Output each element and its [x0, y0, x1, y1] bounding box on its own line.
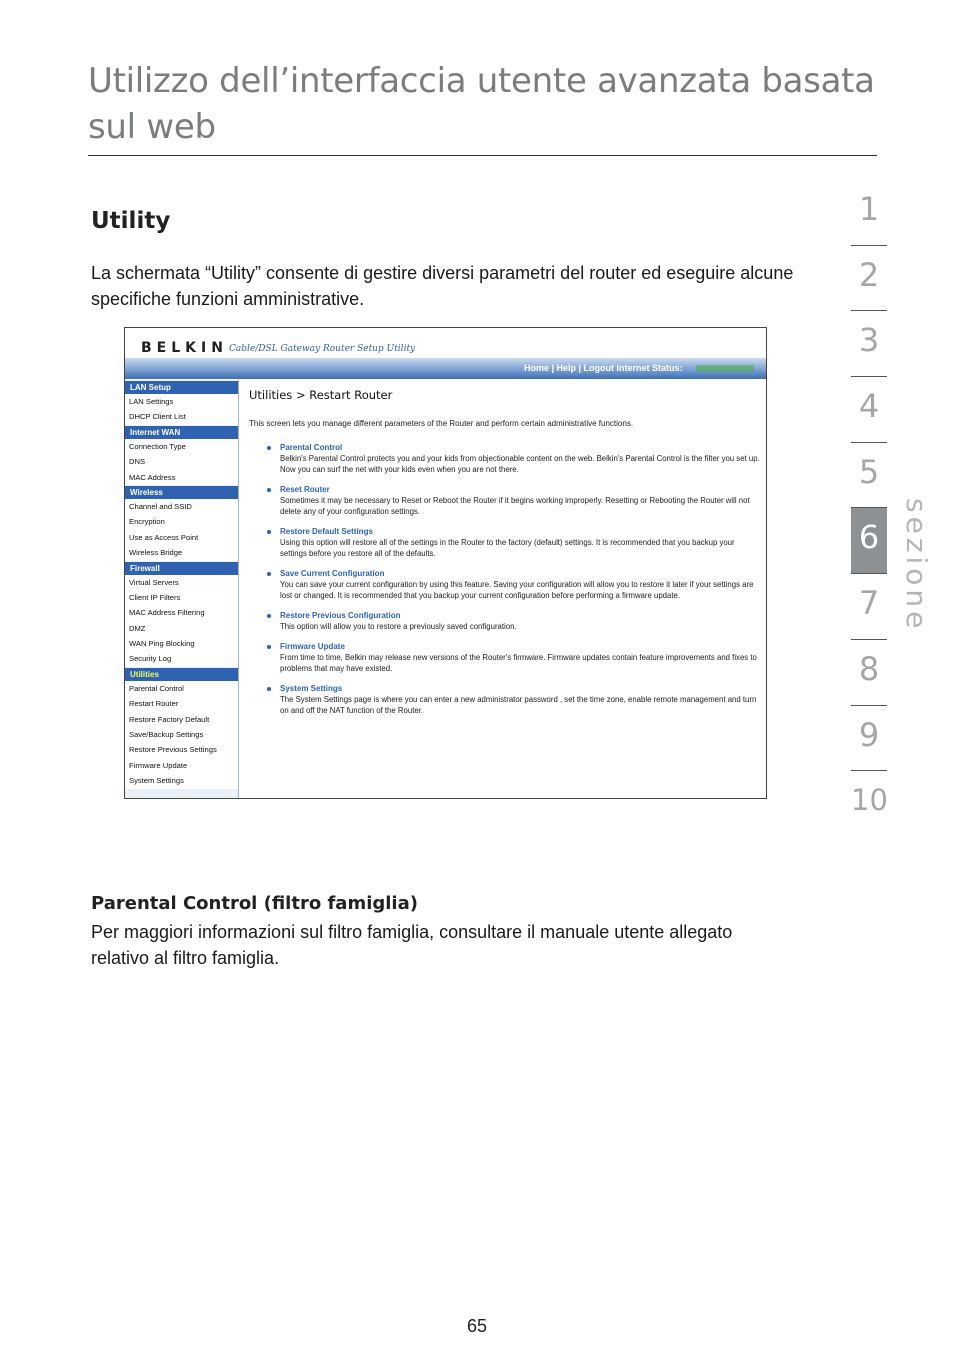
bullet-icon: [267, 645, 271, 649]
option-desc: The System Settings page is where you can enter a new administrator password , set the time zone, enable remote management and turn on and off the NAT function of the Router.: [280, 695, 757, 715]
screenshot-main-desc: This screen lets you manage different parameters of the Router and perform certain administrative functions.: [249, 419, 634, 428]
sidebar-item: Channel and SSID: [125, 499, 238, 514]
section-7[interactable]: 7: [851, 574, 887, 640]
option-title: Save Current Configuration: [280, 569, 385, 578]
option-desc: This option will allow you to restore a previously saved configuration.: [280, 622, 517, 631]
screenshot-top-nav: Home | Help | Logout Internet Status:: [524, 363, 683, 373]
sidebar-item: Encryption: [125, 514, 238, 529]
sidebar-item: Connection Type: [125, 439, 238, 454]
option-item: [249, 569, 761, 601]
sidebar-item: MAC Address Filtering: [125, 605, 238, 620]
sidebar-item: Restart Router: [125, 696, 238, 711]
section-3[interactable]: 3: [851, 311, 887, 377]
sidebar-item: Wireless Bridge: [125, 545, 238, 560]
bullet-icon: [267, 614, 271, 618]
option-desc: You can save your current configuration by using this feature. Saving your configuration will allow you to restore it later if your settings are lost or changed. It is recommended that you backup your current configuration before performing a firmware update.: [280, 580, 754, 600]
screenshot-subtitle: Cable/DSL Gateway Router Setup Utility: [229, 344, 416, 354]
sidebar-item: DMZ: [125, 621, 238, 636]
section-4[interactable]: 4: [851, 377, 887, 443]
sezione-label: sezione: [900, 498, 933, 633]
title-divider: [88, 155, 877, 156]
section-5[interactable]: 5: [851, 443, 887, 509]
sidebar-item: Save/Backup Settings: [125, 727, 238, 742]
router-screenshot: [124, 327, 767, 799]
bullet-icon: [267, 530, 271, 534]
sidebar-item: DHCP Client List: [125, 409, 238, 424]
sidebar-item: Restore Factory Default: [125, 712, 238, 727]
option-title: Parental Control: [280, 443, 343, 452]
option-item: [249, 611, 761, 632]
utility-intro: La schermata “Utility” consente di gestire diversi parametri del router ed eseguire alcune specifiche funzioni amministrative.: [91, 263, 794, 309]
option-desc: Sometimes it may be necessary to Reset or Reboot the Router if it begins working improperly. Resetting or Rebooting the Router will not delete any of your configuration settings.: [280, 496, 750, 516]
sidebar-group-wireless: Wireless: [125, 486, 238, 499]
sidebar-group-lan: LAN Setup: [125, 381, 238, 394]
sidebar-item: Client IP Filters: [125, 590, 238, 605]
option-item: [249, 684, 761, 716]
internet-status-indicator: [696, 365, 754, 372]
parental-control-heading: Parental Control (filtro famiglia): [91, 893, 418, 914]
screenshot-sidebar: [125, 380, 239, 798]
section-9[interactable]: 9: [851, 706, 887, 772]
sidebar-group-utilities: Utilities: [125, 668, 238, 681]
section-1[interactable]: 1: [851, 180, 887, 246]
section-nav: [851, 180, 887, 837]
bullet-icon: [267, 488, 271, 492]
sidebar-item: System Settings: [125, 773, 238, 788]
option-item: [249, 527, 761, 559]
belkin-logo: BELKIN: [141, 340, 228, 356]
section-8[interactable]: 8: [851, 640, 887, 706]
option-title: System Settings: [280, 684, 343, 693]
option-desc: Using this option will restore all of the settings in the Router to the factory (default) settings. It is recommended that you backup your settings before you restore all of the defaults.: [280, 538, 735, 558]
option-desc: From time to time, Belkin may release new versions of the Router's firmware. Firmware updates contain feature improvements and fixes to problems that may have existed.: [280, 653, 757, 673]
option-title: Restore Default Settings: [280, 527, 373, 536]
option-item: [249, 642, 761, 674]
sidebar-item: WAN Ping Blocking: [125, 636, 238, 651]
sidebar-item: LAN Settings: [125, 394, 238, 409]
option-title: Reset Router: [280, 485, 330, 494]
parental-control-text: Per maggiori informazioni sul filtro famiglia, consultare il manuale utente allegato relativo al filtro famiglia.: [91, 922, 733, 968]
page-title: Utilizzo dell’interfaccia utente avanzata basata sul web: [88, 61, 875, 147]
option-desc: Belkin's Parental Control protects you and your kids from objectionable content on the web. Belkin's Parental Control is the filter you set up. Now you can surf the net with your kids even when you are not there.: [280, 454, 760, 474]
option-item: [249, 443, 761, 475]
screenshot-main: [249, 388, 761, 726]
sidebar-item: Security Log: [125, 651, 238, 666]
sidebar-item: Use as Access Point: [125, 530, 238, 545]
sidebar-item: DNS: [125, 454, 238, 469]
sidebar-item: Virtual Servers: [125, 575, 238, 590]
page-number: 65: [466, 1316, 488, 1336]
option-title: Restore Previous Configuration: [280, 611, 401, 620]
section-10[interactable]: 10: [851, 783, 888, 818]
section-6-active[interactable]: 6: [851, 508, 887, 574]
sidebar-item: Restore Previous Settings: [125, 742, 238, 757]
screenshot-main-title: Utilities > Restart Router: [249, 388, 393, 402]
bullet-icon: [267, 572, 271, 576]
sidebar-item: MAC Address: [125, 470, 238, 485]
sidebar-group-firewall: Firewall: [125, 562, 238, 575]
option-item: [249, 485, 761, 517]
utility-heading: Utility: [91, 208, 171, 234]
sidebar-item: Firmware Update: [125, 758, 238, 773]
section-2[interactable]: 2: [851, 246, 887, 312]
option-title: Firmware Update: [280, 642, 345, 651]
bullet-icon: [267, 446, 271, 450]
sidebar-item: Parental Control: [125, 681, 238, 696]
sidebar-group-wan: Internet WAN: [125, 426, 238, 439]
bullet-icon: [267, 687, 271, 691]
